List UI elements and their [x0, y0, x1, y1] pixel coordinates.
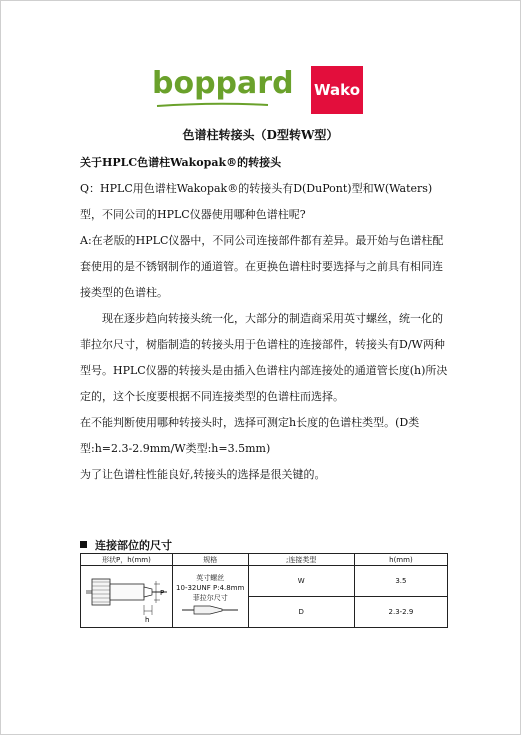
table-header-h: h(mm): [354, 554, 447, 566]
boppard-logo: [152, 66, 294, 101]
diagram-label-h: h: [145, 615, 150, 624]
document-body: [80, 150, 450, 488]
spec-line-1: 英寸螺丝: [196, 574, 225, 582]
ferrule-diagram-icon: [180, 603, 240, 617]
dimension-table: [80, 553, 448, 628]
wako-logo: [311, 66, 363, 114]
table-header-spec: 规格: [172, 554, 248, 566]
page-title: 色谱柱转接头（D型转W型）: [182, 128, 339, 142]
table-header-row: [81, 554, 448, 566]
bullet-square-icon: [80, 541, 87, 548]
boppard-logo-text: boppard: [152, 66, 294, 101]
diagram-label-p: P: [160, 588, 165, 597]
section-heading-text: 连接部位的尺寸: [95, 539, 172, 552]
paragraph-answer: A:在老版的HPLC仪器中，不同公司连接部件都有差异。最开始与色谱柱配套使用的是不锈钢制作的通道管。在更换色谱柱时要选择与之前具有相同连接类型的色谱柱。: [80, 234, 444, 299]
subheading: 关于HPLC色谱柱Wakopak®的转接头: [80, 156, 282, 169]
table-header-shape: 形状P，h(mm): [81, 554, 173, 566]
wako-logo-text: Wako: [313, 81, 360, 99]
section-heading: [80, 537, 172, 553]
spec-cell: [172, 566, 248, 628]
spec-line-3: 菲拉尔尺寸: [192, 594, 228, 602]
connection-type-cell: D: [248, 597, 354, 628]
spec-line-2: 10-32UNF P:4.8mm: [176, 584, 245, 592]
paragraph-trend: 现在逐步趋向转接头统一化，大部分的制造商采用英寸螺丝，统一化的菲拉尔尺寸，树脂制造的转接头用于色谱柱的连接部件，转接头有D/W两种型号。HPLC仪器的转接头是由插入色谱柱内部连接处的通道管长度(h)所决定的，这个长度要根据不同连接类型的色谱柱而选择。: [80, 312, 448, 403]
connection-type-cell: W: [248, 566, 354, 597]
paragraph-choice: 在不能判断使用哪种转接头时，选择可测定h长度的色谱柱类型。(D类型:h=2.3-2.9mm/W类型:h=3.5mm): [80, 416, 420, 455]
table-row: [81, 566, 448, 597]
fitting-diagram-cell: [81, 566, 173, 628]
h-value-cell: 3.5: [354, 566, 447, 597]
boppard-logo-swoosh: [155, 102, 270, 108]
table-header-type: ;连接类型: [248, 554, 354, 566]
paragraph-conclusion: 为了让色谱柱性能良好,转接头的选择是很关键的。: [80, 468, 326, 481]
fitting-diagram-icon: [82, 567, 170, 625]
h-value-cell: 2.3-2.9: [354, 597, 447, 628]
logo-bar: [0, 62, 521, 118]
paragraph-question: Q：HPLC用色谱柱Wakopak®的转接头有D(DuPont)型和W(Waters)型，不同公司的HPLC仪器使用哪种色谱柱呢?: [80, 182, 433, 221]
